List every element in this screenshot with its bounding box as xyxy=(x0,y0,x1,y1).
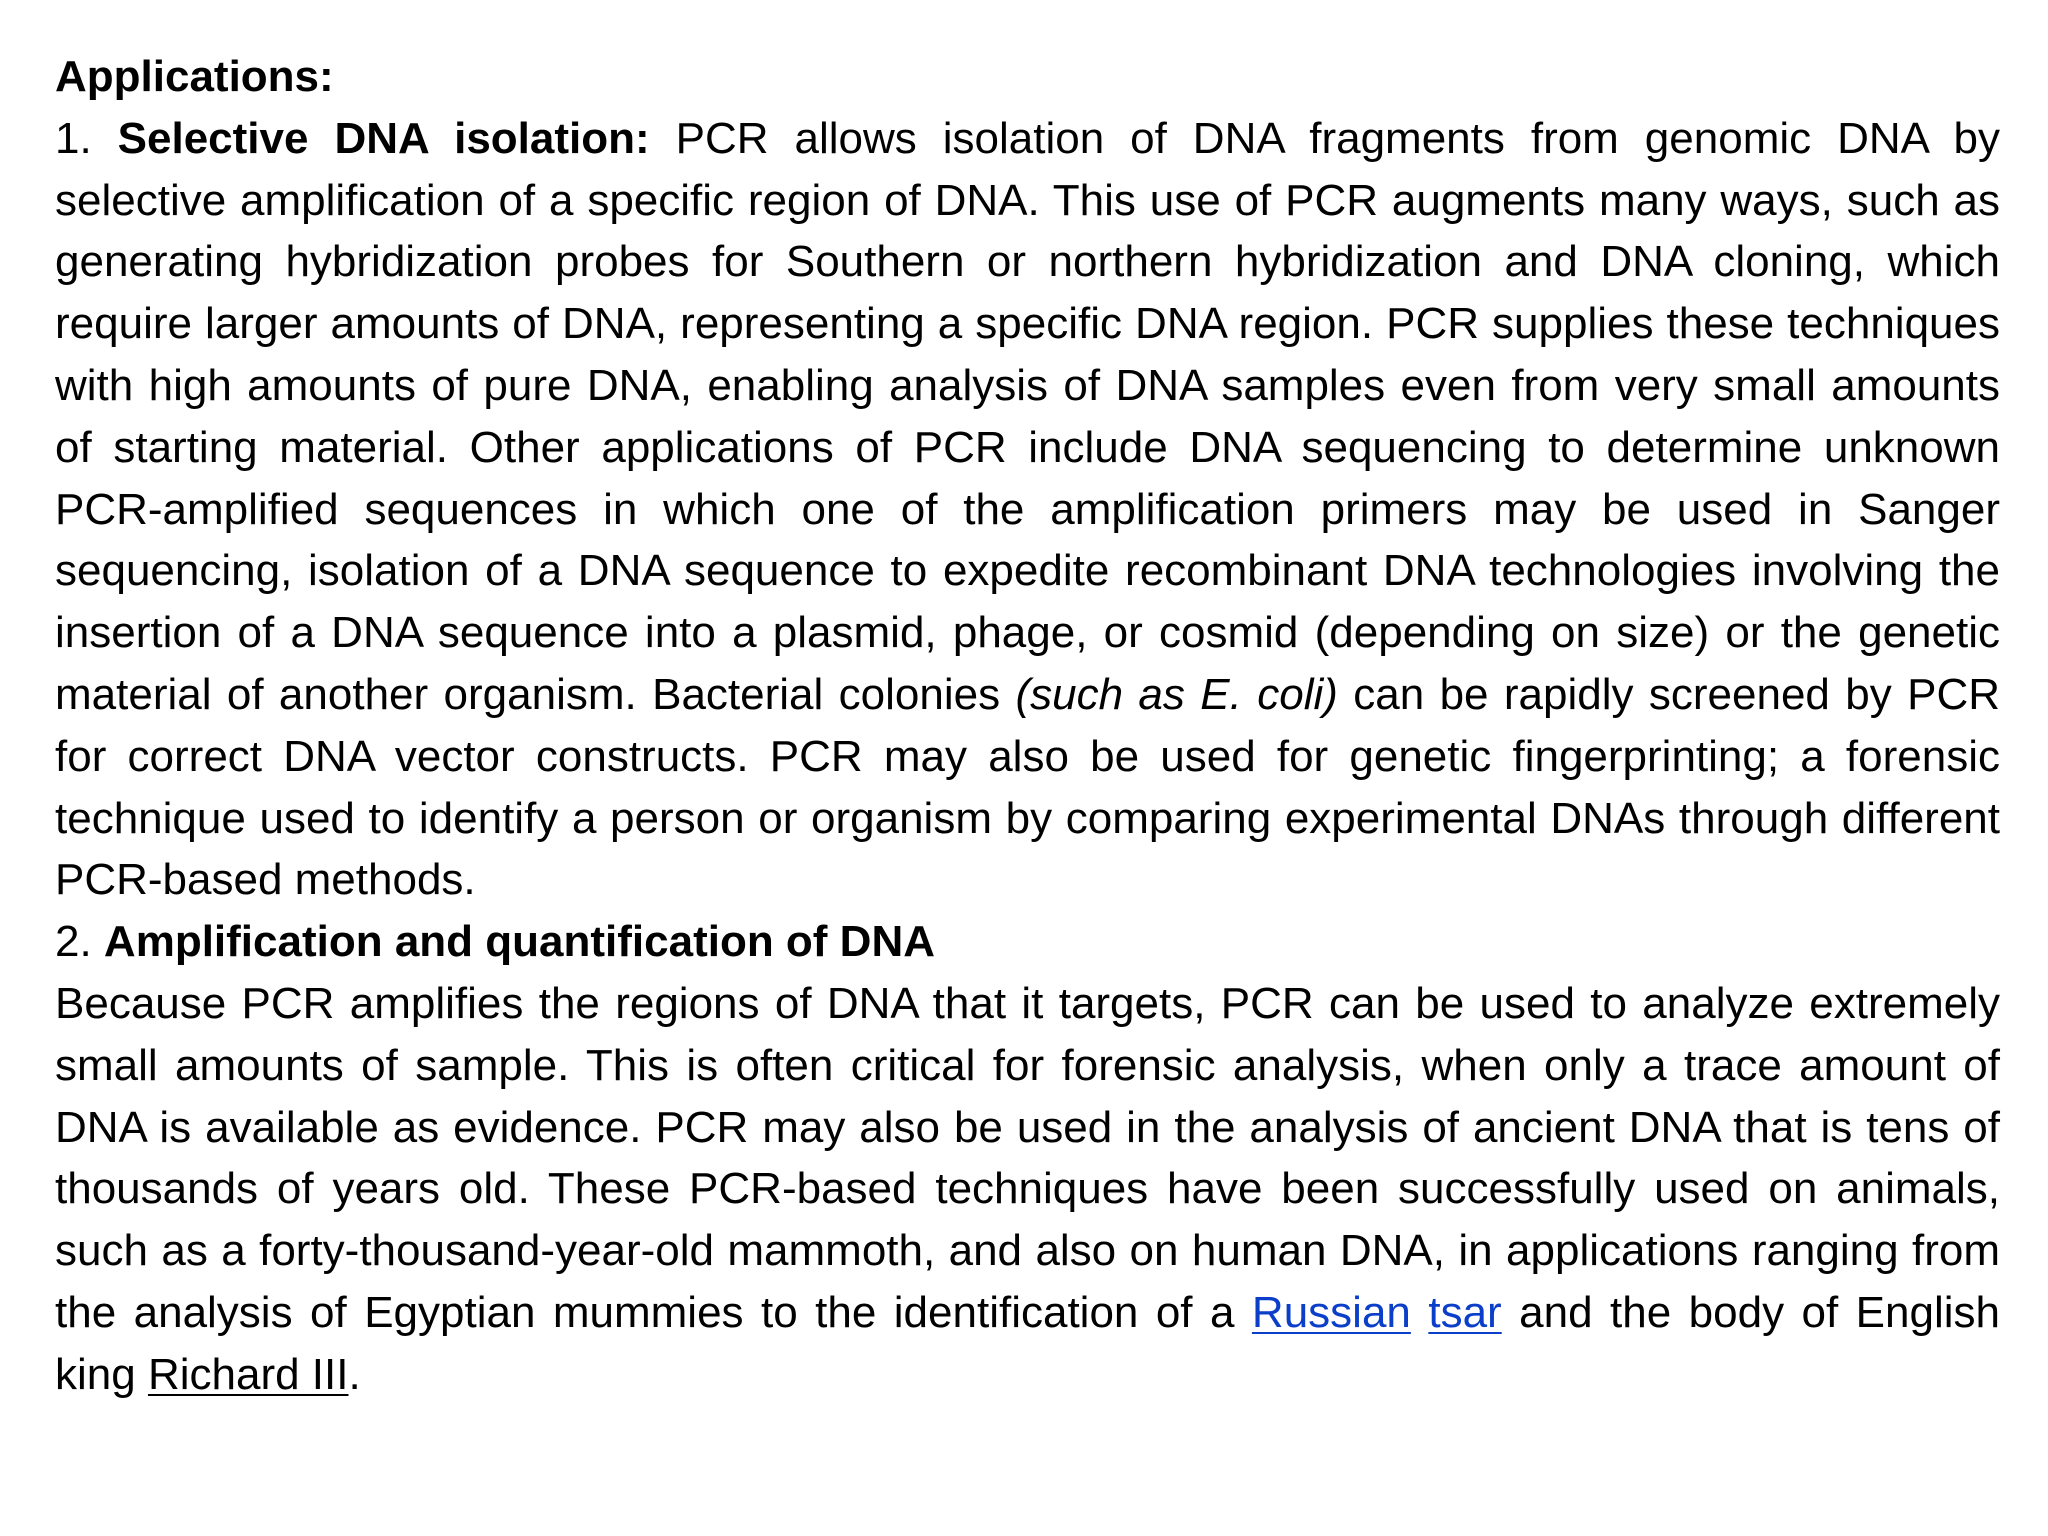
italic-e-coli: (such as E. coli) xyxy=(1015,669,1338,719)
paragraph-text-1a: PCR allows isolation of DNA fragments from genomic DNA by selective amplification of a specific region of DNA. This use of PCR augments many ways, such as generating hybridization probes for Southern or northern hybridization and DNA cloning, which require larger amounts of DNA, representing a specific DNA region. PCR supplies these techniques with high amounts of pure DNA, enabling analysis of DNA samples even from very small amounts of starting material. Other applications of PCR include DNA sequencing to determine unknown PCR-amplified sequences in which one of the amplification primers may be used in Sanger sequencing, isolation of a DNA sequence to expedite recombinant DNA technologies involving the insertion of a DNA sequence into a plasmid, phage, or cosmid (depending on size) or the genetic material of another organism. Bacterial colonies xyxy=(55,113,2000,719)
item-title-amplification: Amplification and quantification of DNA xyxy=(103,917,936,967)
paragraph-text-1b: can be rapidly screened by PCR for correct DNA vector constructs. PCR may also be used for genetic fingerprinting; a forensic technique used to identify a person or organism by comparing experimental DNAs through different PCR-based methods. xyxy=(55,669,2001,905)
item-title-selective-dna-isolation: Selective DNA isolation: xyxy=(117,113,650,163)
paragraph-text-2b: and the body of English king xyxy=(55,1287,2000,1399)
item-number-2: 2. xyxy=(55,917,104,967)
document-body xyxy=(55,46,2000,1406)
paragraph-selective-dna-isolation xyxy=(55,108,2000,911)
link-russian[interactable]: Russian xyxy=(1251,1287,1411,1337)
paragraph-text-2a: Because PCR amplifies the regions of DNA that it targets, PCR can be used to analyze extremely small amounts of sample. This is often critical for forensic analysis, when only a trace amount of DNA is available as evidence. PCR may also be used in the analysis of ancient DNA that is tens of thousands of years old. These PCR-based techniques have been successfully used on animals, such as a forty-thousand-year-old mammoth, and also on human DNA, in applications ranging from the analysis of Egyptian mummies to the identification of a xyxy=(55,978,2000,1337)
item-number-1: 1. xyxy=(55,113,118,163)
item-2-heading xyxy=(55,911,2000,973)
paragraph-end-period: . xyxy=(348,1349,361,1399)
link-spacer xyxy=(1411,1288,1428,1337)
underlined-richard-iii: Richard III xyxy=(147,1349,349,1399)
link-tsar[interactable]: tsar xyxy=(1428,1287,1502,1337)
paragraph-amplification xyxy=(55,973,2000,1406)
section-heading: Applications: xyxy=(55,52,334,101)
